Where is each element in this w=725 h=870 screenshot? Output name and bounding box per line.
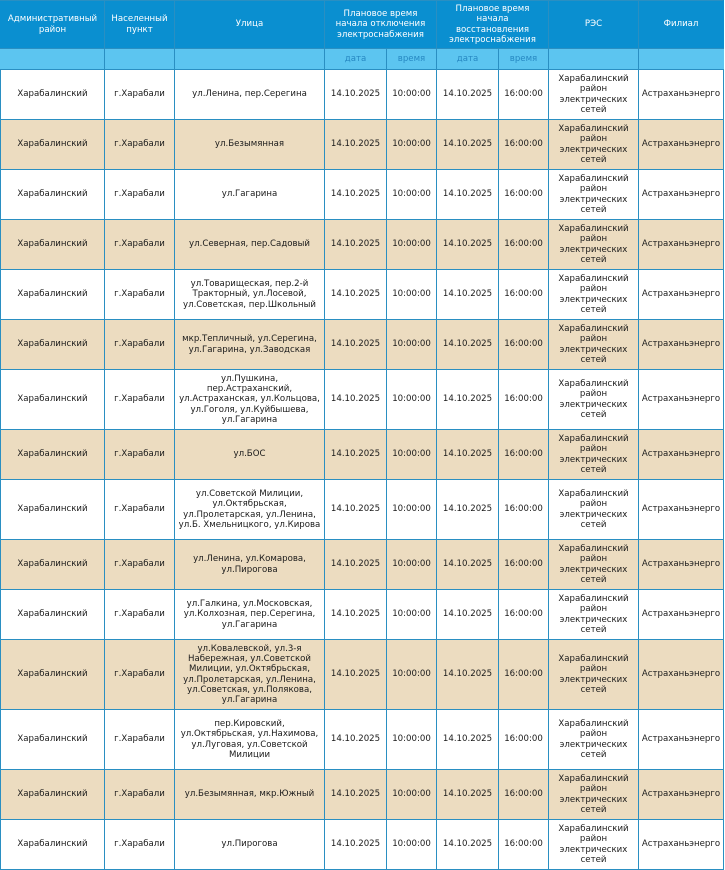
cell-off-date: 14.10.2025 bbox=[325, 480, 387, 540]
cell-branch: Астраханьэнерго bbox=[639, 640, 724, 710]
cell-street: ул.Пушкина, пер.Астраханский, ул.Астраханская, ул.Кольцова, ул.Гоголя, ул.Куйбышева, ул.Гагарина bbox=[175, 370, 325, 430]
cell-locality: г.Харабали bbox=[105, 430, 175, 480]
cell-restore-time: 16:00:00 bbox=[499, 640, 549, 710]
cell-street: ул.Галкина, ул.Московская, ул.Колхозная, пер.Серегина, ул.Гагарина bbox=[175, 590, 325, 640]
cell-off-date: 14.10.2025 bbox=[325, 590, 387, 640]
cell-off-date: 14.10.2025 bbox=[325, 770, 387, 820]
cell-off-time: 10:00:00 bbox=[387, 320, 437, 370]
cell-restore-date: 14.10.2025 bbox=[437, 220, 499, 270]
cell-locality: г.Харабали bbox=[105, 320, 175, 370]
table-row bbox=[1, 220, 724, 270]
header-locality: Населенный пункт bbox=[105, 1, 175, 49]
cell-off-time: 10:00:00 bbox=[387, 540, 437, 590]
cell-off-date: 14.10.2025 bbox=[325, 430, 387, 480]
header-branch: Филиал bbox=[639, 1, 724, 49]
cell-district: Харабалинский bbox=[1, 480, 105, 540]
cell-district: Харабалинский bbox=[1, 320, 105, 370]
cell-restore-time: 16:00:00 bbox=[499, 120, 549, 170]
cell-district: Харабалинский bbox=[1, 270, 105, 320]
cell-off-time: 10:00:00 bbox=[387, 590, 437, 640]
cell-off-time: 10:00:00 bbox=[387, 480, 437, 540]
cell-branch: Астраханьэнерго bbox=[639, 770, 724, 820]
cell-res: Харабалинский район электрических сетей bbox=[549, 220, 639, 270]
cell-off-time: 10:00:00 bbox=[387, 120, 437, 170]
cell-district: Харабалинский bbox=[1, 70, 105, 120]
cell-off-time: 10:00:00 bbox=[387, 640, 437, 710]
cell-branch: Астраханьэнерго bbox=[639, 320, 724, 370]
cell-res: Харабалинский район электрических сетей bbox=[549, 430, 639, 480]
cell-res: Харабалинский район электрических сетей bbox=[549, 120, 639, 170]
cell-res: Харабалинский район электрических сетей bbox=[549, 370, 639, 430]
cell-branch: Астраханьэнерго bbox=[639, 480, 724, 540]
header-res: РЭС bbox=[549, 1, 639, 49]
cell-res: Харабалинский район электрических сетей bbox=[549, 70, 639, 120]
cell-off-date: 14.10.2025 bbox=[325, 540, 387, 590]
cell-street: ул.Пирогова bbox=[175, 820, 325, 870]
cell-locality: г.Харабали bbox=[105, 70, 175, 120]
cell-restore-date: 14.10.2025 bbox=[437, 120, 499, 170]
cell-res: Харабалинский район электрических сетей bbox=[549, 770, 639, 820]
subheader-empty bbox=[175, 49, 325, 70]
cell-district: Харабалинский bbox=[1, 120, 105, 170]
cell-restore-date: 14.10.2025 bbox=[437, 820, 499, 870]
cell-branch: Астраханьэнерго bbox=[639, 370, 724, 430]
cell-district: Харабалинский bbox=[1, 770, 105, 820]
cell-restore-time: 16:00:00 bbox=[499, 540, 549, 590]
cell-off-time: 10:00:00 bbox=[387, 270, 437, 320]
cell-restore-date: 14.10.2025 bbox=[437, 270, 499, 320]
cell-locality: г.Харабали bbox=[105, 820, 175, 870]
cell-street: ул.Северная, пер.Садовый bbox=[175, 220, 325, 270]
cell-restore-date: 14.10.2025 bbox=[437, 320, 499, 370]
cell-street: ул.Безымянная, мкр.Южный bbox=[175, 770, 325, 820]
header-street: Улица bbox=[175, 1, 325, 49]
cell-street: ул.Ленина, ул.Комарова, ул.Пирогова bbox=[175, 540, 325, 590]
cell-res: Харабалинский район электрических сетей bbox=[549, 170, 639, 220]
cell-off-date: 14.10.2025 bbox=[325, 170, 387, 220]
cell-restore-time: 16:00:00 bbox=[499, 480, 549, 540]
cell-restore-time: 16:00:00 bbox=[499, 770, 549, 820]
subheader-empty bbox=[105, 49, 175, 70]
cell-branch: Астраханьэнерго bbox=[639, 70, 724, 120]
cell-res: Харабалинский район электрических сетей bbox=[549, 270, 639, 320]
cell-locality: г.Харабали bbox=[105, 170, 175, 220]
cell-off-time: 10:00:00 bbox=[387, 770, 437, 820]
cell-off-date: 14.10.2025 bbox=[325, 320, 387, 370]
table-row bbox=[1, 270, 724, 320]
cell-restore-date: 14.10.2025 bbox=[437, 590, 499, 640]
cell-branch: Астраханьэнерго bbox=[639, 590, 724, 640]
cell-off-time: 10:00:00 bbox=[387, 220, 437, 270]
header-row bbox=[1, 1, 724, 49]
cell-district: Харабалинский bbox=[1, 590, 105, 640]
cell-street: пер.Кировский, ул.Октябрьская, ул.Нахимова, ул.Луговая, ул.Советской Милиции bbox=[175, 710, 325, 770]
cell-branch: Астраханьэнерго bbox=[639, 270, 724, 320]
cell-res: Харабалинский район электрических сетей bbox=[549, 590, 639, 640]
cell-off-date: 14.10.2025 bbox=[325, 70, 387, 120]
cell-restore-time: 16:00:00 bbox=[499, 270, 549, 320]
cell-street: ул.Гагарина bbox=[175, 170, 325, 220]
cell-street: ул.Безымянная bbox=[175, 120, 325, 170]
cell-district: Харабалинский bbox=[1, 710, 105, 770]
header-off-time: Плановое время начала отключения электроснабжения bbox=[325, 1, 437, 49]
cell-off-date: 14.10.2025 bbox=[325, 710, 387, 770]
cell-res: Харабалинский район электрических сетей bbox=[549, 710, 639, 770]
cell-street: ул.Советской Милиции, ул.Октябрьская, ул.Пролетарская, ул.Ленина, ул.Б. Хмельницкого, ул.Кирова bbox=[175, 480, 325, 540]
subheader-empty bbox=[1, 49, 105, 70]
cell-street: ул.Ленина, пер.Серегина bbox=[175, 70, 325, 120]
table-row bbox=[1, 370, 724, 430]
cell-restore-date: 14.10.2025 bbox=[437, 370, 499, 430]
cell-restore-time: 16:00:00 bbox=[499, 70, 549, 120]
cell-restore-time: 16:00:00 bbox=[499, 710, 549, 770]
cell-restore-time: 16:00:00 bbox=[499, 220, 549, 270]
cell-off-time: 10:00:00 bbox=[387, 70, 437, 120]
cell-branch: Астраханьэнерго bbox=[639, 120, 724, 170]
cell-restore-time: 16:00:00 bbox=[499, 430, 549, 480]
cell-restore-time: 16:00:00 bbox=[499, 590, 549, 640]
cell-street: ул.Товарищеская, пер.2-й Тракторный, ул.Лосевой, ул.Советская, пер.Школьный bbox=[175, 270, 325, 320]
cell-off-date: 14.10.2025 bbox=[325, 270, 387, 320]
table-row bbox=[1, 540, 724, 590]
subheader-off-date: дата bbox=[325, 49, 387, 70]
cell-district: Харабалинский bbox=[1, 170, 105, 220]
cell-restore-date: 14.10.2025 bbox=[437, 480, 499, 540]
cell-district: Харабалинский bbox=[1, 820, 105, 870]
cell-restore-time: 16:00:00 bbox=[499, 370, 549, 430]
subheader-empty bbox=[639, 49, 724, 70]
cell-off-time: 10:00:00 bbox=[387, 370, 437, 430]
cell-off-date: 14.10.2025 bbox=[325, 120, 387, 170]
cell-off-date: 14.10.2025 bbox=[325, 820, 387, 870]
cell-restore-time: 16:00:00 bbox=[499, 320, 549, 370]
cell-locality: г.Харабали bbox=[105, 220, 175, 270]
table-row bbox=[1, 170, 724, 220]
table-row bbox=[1, 320, 724, 370]
cell-off-date: 14.10.2025 bbox=[325, 370, 387, 430]
cell-off-time: 10:00:00 bbox=[387, 170, 437, 220]
table-row bbox=[1, 590, 724, 640]
cell-district: Харабалинский bbox=[1, 430, 105, 480]
cell-street: мкр.Тепличный, ул.Серегина, ул.Гагарина, ул.Заводская bbox=[175, 320, 325, 370]
cell-branch: Астраханьэнерго bbox=[639, 820, 724, 870]
table-row bbox=[1, 70, 724, 120]
cell-off-time: 10:00:00 bbox=[387, 430, 437, 480]
cell-locality: г.Харабали bbox=[105, 480, 175, 540]
subheader-row bbox=[1, 49, 724, 70]
cell-restore-date: 14.10.2025 bbox=[437, 70, 499, 120]
cell-locality: г.Харабали bbox=[105, 640, 175, 710]
cell-res: Харабалинский район электрических сетей bbox=[549, 640, 639, 710]
cell-off-date: 14.10.2025 bbox=[325, 640, 387, 710]
cell-off-time: 10:00:00 bbox=[387, 820, 437, 870]
subheader-restore-clock: время bbox=[499, 49, 549, 70]
cell-res: Харабалинский район электрических сетей bbox=[549, 320, 639, 370]
cell-off-time: 10:00:00 bbox=[387, 710, 437, 770]
cell-restore-time: 16:00:00 bbox=[499, 820, 549, 870]
cell-restore-date: 14.10.2025 bbox=[437, 770, 499, 820]
cell-res: Харабалинский район электрических сетей bbox=[549, 480, 639, 540]
cell-branch: Астраханьэнерго bbox=[639, 540, 724, 590]
cell-res: Харабалинский район электрических сетей bbox=[549, 540, 639, 590]
table-row bbox=[1, 820, 724, 870]
cell-locality: г.Харабали bbox=[105, 120, 175, 170]
table-row bbox=[1, 430, 724, 480]
cell-branch: Астраханьэнерго bbox=[639, 170, 724, 220]
header-restore-time: Плановое время начала восстановления электроснабжения bbox=[437, 1, 549, 49]
subheader-off-clock: время bbox=[387, 49, 437, 70]
table-row bbox=[1, 710, 724, 770]
table-row bbox=[1, 770, 724, 820]
cell-off-date: 14.10.2025 bbox=[325, 220, 387, 270]
cell-district: Харабалинский bbox=[1, 640, 105, 710]
cell-restore-date: 14.10.2025 bbox=[437, 430, 499, 480]
table-row bbox=[1, 480, 724, 540]
cell-branch: Астраханьэнерго bbox=[639, 710, 724, 770]
cell-district: Харабалинский bbox=[1, 220, 105, 270]
cell-restore-date: 14.10.2025 bbox=[437, 540, 499, 590]
subheader-empty bbox=[549, 49, 639, 70]
cell-locality: г.Харабали bbox=[105, 770, 175, 820]
cell-district: Харабалинский bbox=[1, 370, 105, 430]
cell-restore-time: 16:00:00 bbox=[499, 170, 549, 220]
header-district: Административный район bbox=[1, 1, 105, 49]
subheader-restore-date: дата bbox=[437, 49, 499, 70]
cell-restore-date: 14.10.2025 bbox=[437, 640, 499, 710]
cell-restore-date: 14.10.2025 bbox=[437, 170, 499, 220]
table-row bbox=[1, 640, 724, 710]
cell-locality: г.Харабали bbox=[105, 710, 175, 770]
cell-restore-date: 14.10.2025 bbox=[437, 710, 499, 770]
cell-locality: г.Харабали bbox=[105, 590, 175, 640]
cell-locality: г.Харабали bbox=[105, 270, 175, 320]
table-row bbox=[1, 120, 724, 170]
cell-street: ул.БОС bbox=[175, 430, 325, 480]
cell-res: Харабалинский район электрических сетей bbox=[549, 820, 639, 870]
cell-branch: Астраханьэнерго bbox=[639, 430, 724, 480]
cell-street: ул.Ковалевской, ул.3-я Набережная, ул.Советской Милиции, ул.Октябрьская, ул.Пролетарская, ул.Ленина, ул.Советская, ул.Полякова, ул.Гагарина bbox=[175, 640, 325, 710]
cell-district: Харабалинский bbox=[1, 540, 105, 590]
cell-locality: г.Харабали bbox=[105, 370, 175, 430]
cell-locality: г.Харабали bbox=[105, 540, 175, 590]
cell-branch: Астраханьэнерго bbox=[639, 220, 724, 270]
